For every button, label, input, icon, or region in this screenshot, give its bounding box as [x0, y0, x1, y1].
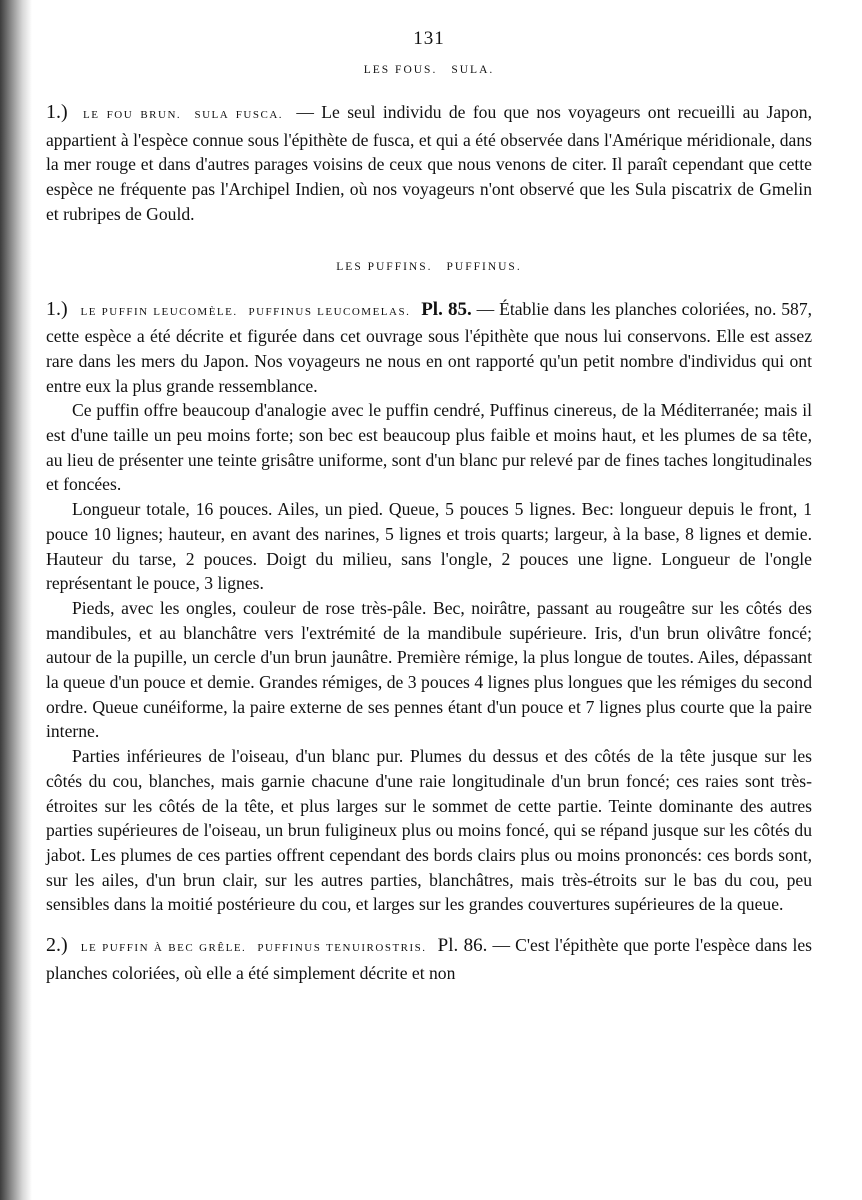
entry-name-lat: SULA FUSCA.: [194, 109, 284, 121]
book-page: [46, 28, 812, 986]
entry-name-fr: LE PUFFIN À BEC GRÊLE.: [80, 942, 247, 955]
entry-text: — Établie dans les planches coloriées, no. 587, cette espèce a été décrite et figurée dans cet ouvrage sous l'épithète que nous lui conservons. Elle est assez rare dans les mers du Japon. Nos voyageurs ne nous en ont rapporté qu'un petit nombre d'individus qui ont entre eux la plus grande ressemblance.: [46, 298, 813, 396]
paragraph: Parties inférieures de l'oiseau, d'un blanc pur. Plumes du dessus et des côtés de la tête jusque sur les côtés du cou, blanches, mais garnie chacune d'une raie longitudinale d'un brun foncé; ces raies sont très-étroites sur les côtés de la tête, et plus larges sur le sommet de cette partie. Teinte dominante des autres parties supérieures de l'oiseau, un brun fuligineux plus ou moins foncé, qui se répand jusque sur les côtés du jabot. Les plumes de ces parties offrent cependant des bords clairs plus ou moins prononcés: ces bords sont, sur les ailes, d'un brun clair, sur les autres parties, blanchâtres, mais très-étroits sur le bas du cou, peu sensibles dans la moitié postérieure du cou, et larges sur les grandes couvertures supérieures de la queue.: [46, 746, 812, 915]
paragraph: Ce puffin offre beaucoup d'analogie avec le puffin cendré, Puffinus cinereus, de la Méditerranée; mais il est d'une taille un peu moins forte; son bec est beaucoup plus faible et moins haut, et les plumes de sa tête, au lieu de présenter une teinte grisâtre uniforme, sont d'un blanc pur relevé par de fines taches longitudinales et foncées.: [46, 400, 812, 495]
entry-text: — Le seul individu de fou que nos voyageurs ont recueilli au Japon, appartient à l'espèce connue sous l'épithète de fusca, et qui a été observée dans l'Amérique méridionale, dans la mer rouge et dans d'autres parages voisins de ceux que nous venons de citer. Il paraît cependant que cette espèce ne fréquente pas l'Archipel Indien, où nos voyageurs n'ont observé que les Sula piscatrix de Gmelin et rubripes de Gould.: [46, 102, 812, 224]
plate-reference: Pl. 85.: [421, 298, 472, 320]
entry-number: 2.): [46, 934, 68, 957]
entry-name-fr: LE PUFFIN LEUCOMÈLE.: [80, 305, 238, 318]
species-entry-puffin-bec-grele: [46, 933, 812, 985]
section-heading-lat: SULA.: [451, 64, 495, 76]
page-gutter-shadow: [0, 0, 32, 1200]
entry-number: 1.): [46, 101, 68, 123]
entry-number: 1.): [46, 297, 68, 320]
section-heading-fr: LES FOUS.: [363, 64, 438, 76]
section-heading-fous: [46, 64, 812, 76]
species-entry-puffin-leucomele: [46, 297, 812, 399]
section-heading-fr: LES PUFFINS.: [336, 260, 433, 273]
section-heading-puffins: [46, 261, 812, 273]
species-entry-fou-brun: [46, 100, 812, 227]
section-heading-lat: PUFFINUS.: [446, 260, 522, 273]
paragraph: Pieds, avec les ongles, couleur de rose très-pâle. Bec, noirâtre, passant au rougeâtre sur les côtés des mandibules, et au blanchâtre vers l'extrémité de la mandibule supérieure. Iris, d'un brun olivâtre foncé; autour de la pupille, un cercle d'un brun jaunâtre. Première rémige, la plus longue de toutes. Ailes, dépassant la queue d'un pouce et demie. Grandes rémiges, de 3 pouces 4 lignes plus longues que les rémiges du second ordre. Queue cunéiforme, la paire externe de ses pennes étant d'un pouce et 7 lignes plus courte que la paire interne.: [46, 597, 812, 742]
entry-name-fr: LE FOU BRUN.: [83, 109, 182, 121]
plate-reference: Pl. 86.: [437, 935, 488, 957]
entry-name-lat: PUFFINUS TENUIROSTRIS.: [257, 942, 427, 955]
page-number: 131: [413, 28, 445, 49]
entry-name-lat: PUFFINUS LEUCOMELAS.: [248, 305, 411, 318]
entry-text: — C'est l'épithète que porte l'espèce dans les planches coloriées, où elle a été simplement décrite et non: [46, 935, 813, 983]
paragraph: Longueur totale, 16 pouces. Ailes, un pied. Queue, 5 pouces 5 lignes. Bec: longueur depuis le front, 1 pouce 10 lignes; hauteur, en avant des narines, 5 lignes et trois quarts; largeur, à la base, 8 lignes et demie. Hauteur du tarse, 2 pouces. Doigt du milieu, sans l'ongle, 2 pouces une ligne. Longueur de l'ongle représentant le pouce, 3 lignes.: [46, 499, 812, 594]
